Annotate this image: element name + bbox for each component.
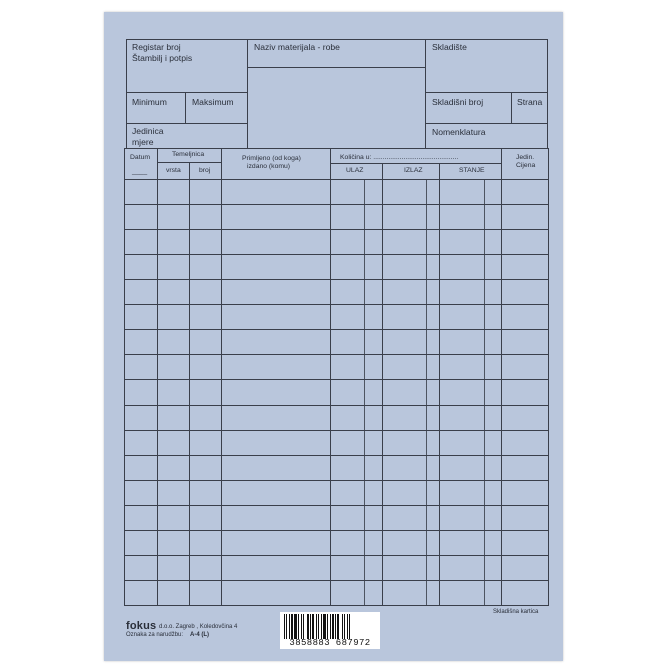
table-right-border [548, 148, 549, 606]
table-row-line [124, 530, 549, 531]
label-jedinica: Jedinica [132, 126, 164, 136]
col-datum-blank: ____ [132, 168, 148, 175]
divider-middle-right [425, 39, 426, 148]
col-primljeno-1: Primljeno (od koga) [242, 155, 301, 162]
table-row-line [124, 254, 549, 255]
header-row-bottom [124, 179, 549, 180]
col-temeljnica: Temeljnica [172, 151, 205, 158]
divider-middle-left [247, 39, 248, 148]
form-title: Skladišna kartica [493, 609, 539, 615]
order-code: A-4 (L) [190, 632, 209, 638]
table-row-line [124, 505, 549, 506]
brand-logo: fokus [126, 620, 157, 632]
col-line-kolicina [501, 148, 502, 605]
divider-right-2 [425, 123, 547, 124]
col-ulaz: ULAZ [346, 167, 364, 174]
col-vrsta: vrsta [166, 167, 181, 174]
label-maksimum: Maksimum [192, 97, 234, 107]
col-izlaz: IZLAZ [404, 167, 423, 174]
table-row-line [124, 555, 549, 556]
col-datum: Datum [130, 154, 151, 161]
col-primljeno-2: izdano (komu) [247, 163, 291, 170]
label-stambilj-potpis: Štambilj i potpis [132, 53, 193, 63]
col-line-datum [157, 148, 158, 605]
table-row-line [124, 455, 549, 456]
table-row-line [124, 405, 549, 406]
table-row-line [124, 304, 549, 305]
col-kolicina: Količina u: ............................................. [340, 154, 459, 161]
col-line-decimal-3 [484, 179, 485, 605]
divider-left-2 [126, 123, 247, 124]
label-mjere: mjere [132, 137, 154, 147]
barcode-number: 3858883 687972 [289, 638, 371, 648]
company-address: d.o.o. Zagreb , Koledovčina 4 [159, 624, 238, 630]
barcode-bars [284, 614, 376, 639]
label-strana: Strana [517, 97, 543, 107]
divider-left-1 [126, 92, 247, 93]
table-row-line [124, 229, 549, 230]
stock-card-sheet [104, 12, 563, 661]
col-stanje: STANJE [459, 167, 485, 174]
divider-naziv [247, 67, 425, 68]
table-row-line [124, 480, 549, 481]
barcode [280, 612, 380, 649]
label-registar-broj: Registar broj [132, 42, 181, 52]
kolicina-divider [330, 163, 501, 164]
table-row-line [124, 279, 549, 280]
table-row-line [124, 204, 549, 205]
col-line-primljeno [330, 148, 331, 605]
col-line-temeljnica [221, 148, 222, 605]
table-bottom-border [124, 605, 549, 606]
header-left-border [126, 39, 127, 148]
table-left-border [124, 148, 125, 606]
table-row-line [124, 379, 549, 380]
order-label: Oznaka za narudžbu: [126, 632, 184, 638]
col-line-decimal-1 [364, 179, 365, 605]
label-minimum: Minimum [132, 97, 167, 107]
table-row-line [124, 329, 549, 330]
table-row-line [124, 354, 549, 355]
col-line-decimal-2 [426, 179, 427, 605]
divider-min-max [185, 92, 186, 123]
divider-right-1 [425, 92, 547, 93]
col-jedin: Jedin. [516, 154, 535, 161]
table-top-border [124, 148, 549, 149]
col-cijena: Cijena [516, 162, 536, 169]
table-row-line [124, 430, 549, 431]
label-skladisni-broj: Skladišni broj [432, 97, 484, 107]
header-right-border [547, 39, 548, 148]
header-top-border [126, 39, 548, 40]
label-skladiste: Skladište [432, 42, 467, 52]
label-nomenklatura: Nomenklatura [432, 127, 486, 137]
label-naziv-materijala: Naziv materijala - robe [254, 42, 340, 52]
table-row-line [124, 580, 549, 581]
barcode-bar [349, 614, 350, 639]
divider-strana [511, 92, 512, 123]
col-broj: broj [199, 167, 211, 174]
